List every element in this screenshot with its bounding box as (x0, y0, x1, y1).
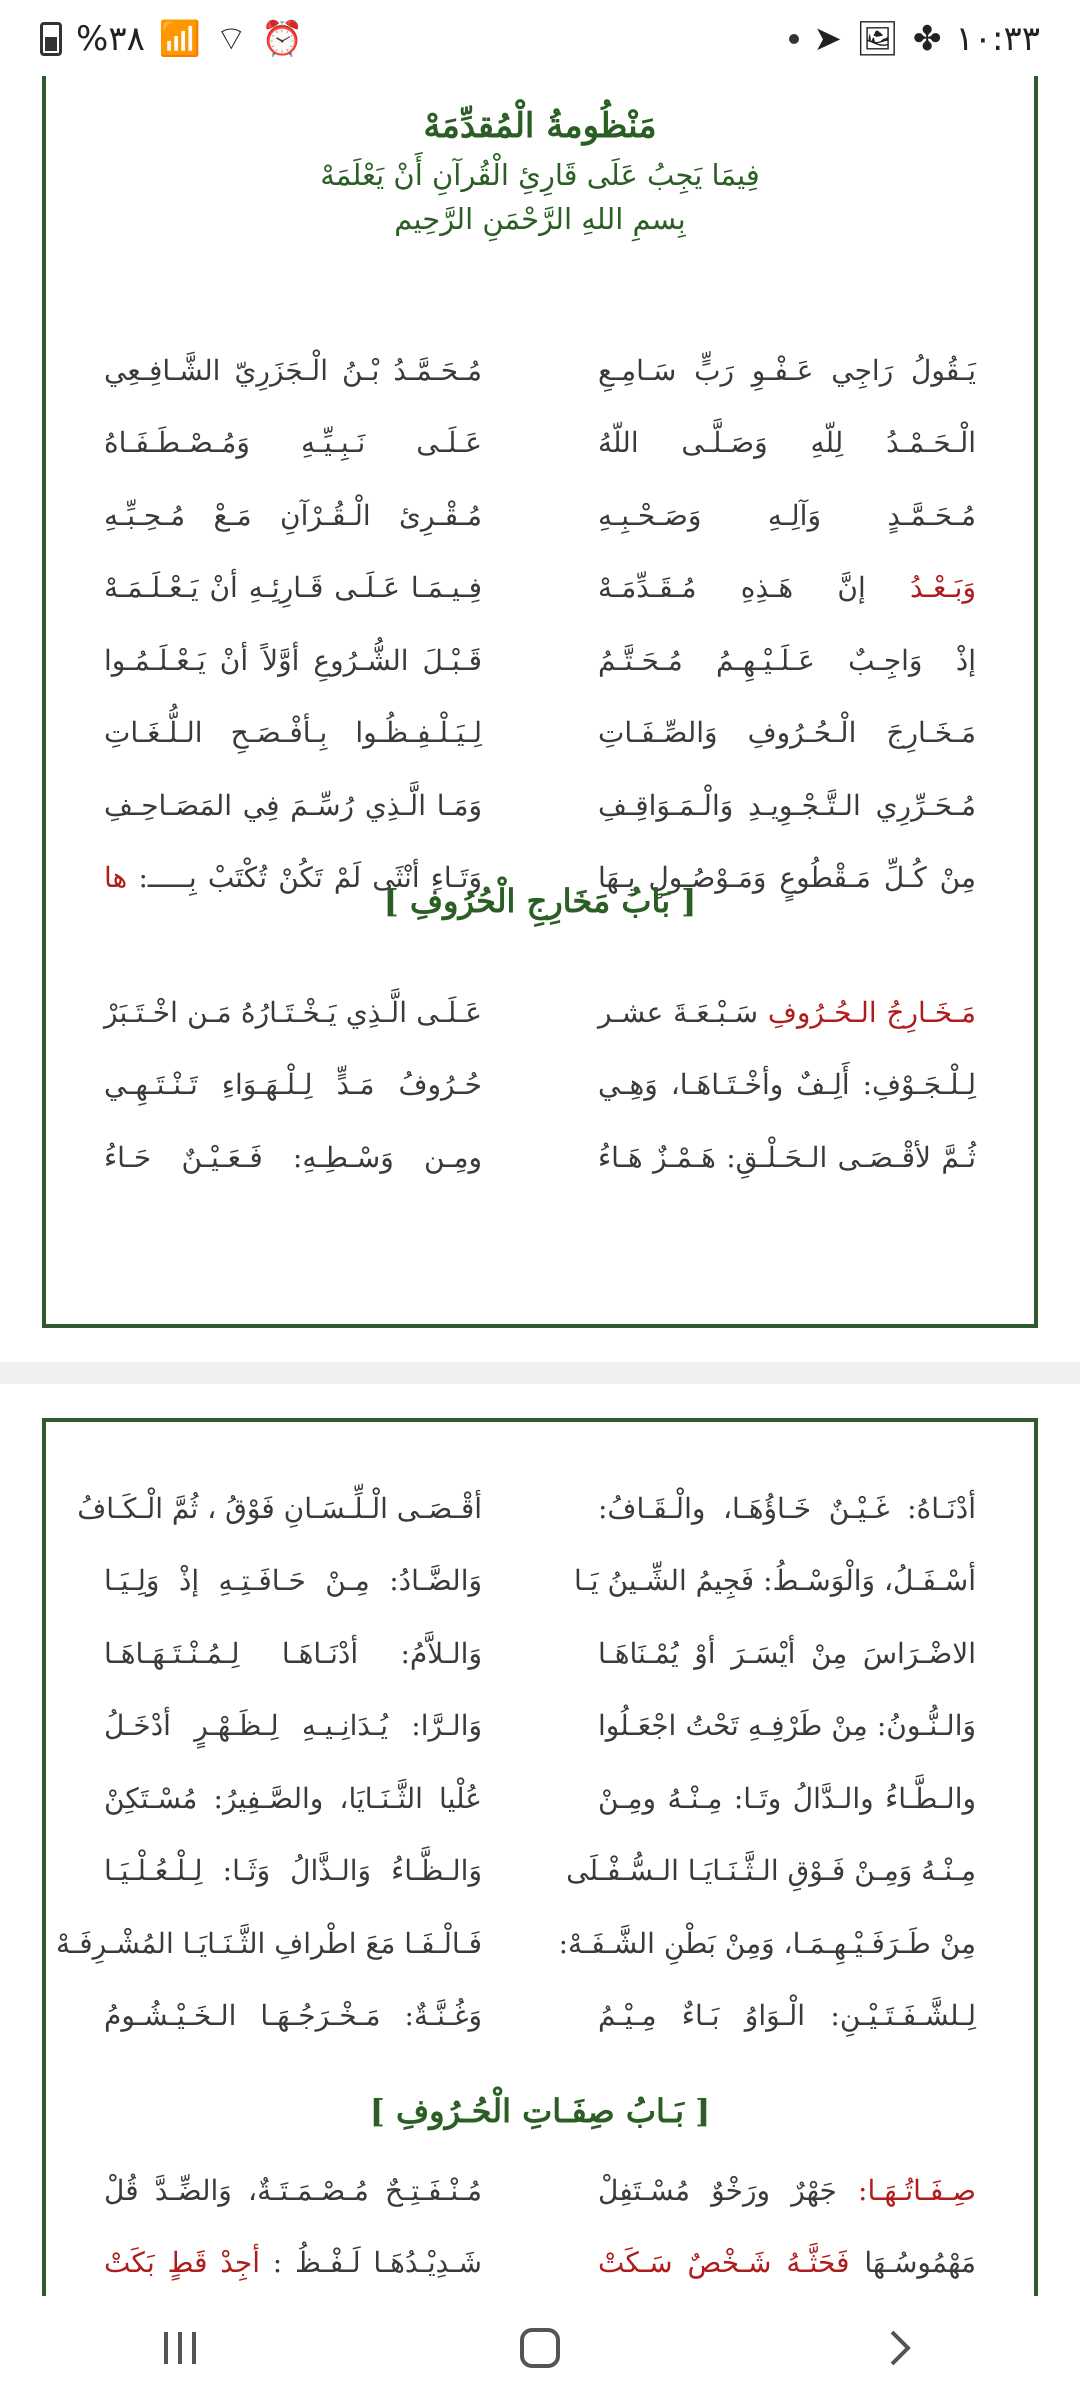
verse-right-hemistich: أدْنَـاهُ: غَـيْـنٌ خَـاؤُهَـا، والْـقَـافُ: (598, 1491, 976, 1525)
verse-right-hemistich: يَـقُولُ رَاجِي عَـفْـوِ رَبٍّ سَـامِـعِ (598, 353, 976, 387)
verse-left-hemistich: مُـحَـمَّـدُ بْـنُ الْـجَزَرِيّ الشَّـافِـعِي (104, 353, 482, 387)
home-icon (518, 2326, 562, 2370)
verse-text: جَهْرٌ ورَخْوٌ مُسْـتَفِلْ (598, 2173, 837, 2207)
verse-highlight: فَحَثَّـهُ شَـخْصٌ سَـكَتْ (598, 2246, 850, 2279)
verse-left-hemistich: لِـيَـلْـفِـظُـوا بِـأفْـصَـحِ الـلُّـغَـاتِ (104, 716, 482, 749)
verse-row (46, 558, 1034, 618)
verse-left-hemistich: وَالـظَّـاءُ وَالـذَّالُ وَثَـا: لِـلْـعُـلْـيَـا (104, 1854, 482, 1887)
telegram-icon: ➤ (813, 19, 842, 59)
page-1 (42, 76, 1038, 1328)
verse-row (46, 485, 1034, 545)
verse-left-hemistich: عَـلَـى الَّـذِي يَـخْـتَـارُهُ مَـن اخْـتَـبَرْ (104, 995, 482, 1029)
verse-row (46, 2233, 1034, 2293)
home-button[interactable] (480, 2308, 600, 2388)
verse-right-hemistich: الْـحَـمْـدُ لِلّهِ وَصَـلَّـى اللّهُ (598, 426, 976, 459)
verse-right-hemistich: مِنْ طَـرَفَـيْـهِـمَـا، وَمِنْ بَطْنِ الشَّـفَـهْ: (558, 1926, 976, 1960)
verse-row (46, 1696, 1034, 1756)
gallery-icon: 🖼 (855, 19, 899, 59)
verse-row (46, 630, 1034, 690)
verse-left-hemistich: مُـقْـرِئ الْـقُـرْآنِ مَـعْ مُـحِـبِّـهِ (104, 498, 482, 532)
verse-highlight: وَبَـعْـدُ (910, 571, 976, 604)
verse-row (46, 703, 1034, 763)
recent-apps-icon (158, 2326, 202, 2370)
verse-text: شَـدِيْـدُهَـا لَـفْـظُ : (272, 2246, 482, 2279)
verse-row (46, 1551, 1034, 1611)
page-separator (0, 1362, 1080, 1384)
verse-right-hemistich: مُـحَـرِّرِي الـتَّـجْـوِيـدِ وَالْـمَـوَاقِـفِ (598, 788, 976, 822)
verse-right-hemistich (540, 996, 1034, 1029)
verse-row (46, 2160, 1034, 2220)
verse-right-hemistich: لِـلشَّـفَـتَـيْـنِ: الْـوَاوُ بَـاءٌ مِـيْـمُ (598, 1999, 976, 2032)
pinwheel-icon: ✤ (912, 19, 942, 59)
verse-row (46, 413, 1034, 473)
verse-right-hemistich: وَالـنُّـونُ: مِنْ طَرْفِـهِ تَحْتُ اجْعَـلُوا (598, 1709, 976, 1742)
verse-right-hemistich: ثُـمَّ لأقْـصَـى الـحَـلْـقِ: هَـمْـزٌ هَـاءُ (598, 1140, 976, 1174)
verse-right-hemistich: الاضْـرَاسَ مِنْ أيْسَـرَ أوْ يُمْـنَاهَـا (598, 1636, 976, 1670)
verse-right-hemistich: والـطَّـاءُ والـدَّالُ وتَـا: مِـنْـهُ ومِـنْ (598, 1781, 976, 1815)
verse-text: مَهْمُوسُـهَا (864, 2246, 976, 2279)
verse-right-hemistich: مِـنْـهُ وَمِـنْ فَـوْقِ الـثَّـنَـايَـا الـسُّـفْـلَى (566, 1854, 976, 1887)
status-bar (0, 0, 1080, 78)
basmala: بِسمِ اللهِ الرَّحْمَنِ الرَّحِيم (394, 202, 686, 236)
back-button[interactable] (840, 2308, 960, 2388)
verse-row (46, 1055, 1034, 1115)
verse-left-hemistich: فَـالْـفَـا مَعَ اطْرافِ الثَّـنَـايَـا المُشْـرِفَـهْ (56, 1926, 482, 1960)
verse-row (46, 1768, 1034, 1828)
verse-right-hemistich: أسْـفَـلُ، وَالْوَسْـطُ: فَجِيمُ الشِّـينُ يَـا (574, 1564, 976, 1597)
verse-highlight: مَـخَـارِجُ الـحُـرُوفِ (767, 995, 977, 1029)
verse-left-hemistich: ومِـن وَسْـطِـهِ: فَـعَـيْـنٌ حَـاءُ (104, 1140, 482, 1174)
recent-apps-button[interactable] (120, 2308, 240, 2388)
poem-title: مَنْظُومةُ الْمُقدِّمَهْ (423, 106, 657, 146)
verse-left-hemistich: وَمَـا الَّـذِي رُسِّـمَ فِي المَصَـاحِـفِ (104, 788, 482, 822)
verse-left-hemistich: وَغُـنَّـةٌ: مَـخْـرَجُـهَـا الـخَـيْـشُـومُ (104, 1999, 482, 2032)
dot-icon (789, 34, 799, 44)
alarm-icon: ⏰ (261, 19, 304, 59)
battery-icon (40, 22, 62, 56)
wifi-icon: ⌔ (215, 19, 248, 59)
verse-row (46, 982, 1034, 1042)
verse-row (46, 1478, 1034, 1538)
verse-right-hemistich: إذْ وَاجِـبٌ عَـلَـيْـهِـمُ مُـحَـتَّـمُ (598, 643, 976, 677)
verse-right-hemistich: مُـحَـمَّـدٍ وَآلِـهِ وَصَـحْـبِـهِ (598, 498, 976, 532)
verse-right-hemistich: لِـلْـجَـوْفِ: أَلِـفٌ وأخْـتَـاهَـا، وَهِـي (598, 1068, 976, 1101)
section-title-sifat: [ بَـابُ صِفَـاتِ الْحُـرُوفِ ] (369, 2092, 711, 2130)
signal-icon: 📶 (158, 19, 202, 59)
back-icon (878, 2326, 922, 2370)
verse-left-hemistich: وَالـرَّا: يُـدَانِـيـهِ لِـظَـهْـرٍ أدْخَـلُ (104, 1709, 482, 1742)
verse-highlight: أجِدْ قَطٍ بَكَتْ (104, 2246, 261, 2279)
verse-row (46, 1623, 1034, 1683)
poem-header (46, 106, 1034, 236)
verse-left-hemistich: مُـنْـفَـتِـحٌ مُـصْـمَـتَـةٌ، وَالضِّـدَّ قُلْ (104, 2173, 482, 2207)
verse-text: وَتَـاءِ أنْثَى لَمْ تَكُنْ تُكْتَبْ بِـــــ: (138, 861, 482, 894)
verse-right-hemistich (540, 2174, 1034, 2207)
status-right (789, 19, 1040, 59)
navigation-bar (0, 2296, 1080, 2400)
verse-left-hemistich: عُلْيا الثَّـنَـايَا، والصَّـفِيرُ: مُسْـتَكِنْ (104, 1781, 482, 1815)
status-left (40, 19, 304, 59)
verse-left-hemistich: حُـرُوفُ مَـدٍّ لِـلْـهَـوَاءِ تَـنْـتَـهِـي (104, 1068, 482, 1101)
verse-right-hemistich: مِنْ كُـلِّ مَـقْطُوعٍ وَمَـوْصُـولٍ بِـهَا (598, 861, 976, 894)
verse-left-hemistich: قَـبْـلَ الشُّـرُوعِ أوَّلاً أنْ يَـعْـلَـمُـوا (104, 643, 482, 677)
poem-subtitle: فِيمَا يَجِبُ عَلَى قَارِئِ الْقُرآنِ أَنْ يَعْلَمَهْ (320, 158, 760, 192)
verse-left-hemistich (46, 2246, 540, 2279)
verse-right-hemistich: مَـخَـارِجَ الْـحُـرُوفِ وَالصِّـفَـاتِ (598, 716, 976, 749)
verse-right-hemistich (540, 571, 1034, 604)
page-2 (42, 1418, 1038, 2318)
verse-text: سَـبْـعَـةَ عشـر (598, 995, 759, 1029)
verse-left-hemistich: عَـلَـى نَـبِـيِّـهِ وَمُـصْـطَـفَـاهُ (104, 426, 482, 459)
clock: ١٠:٣٣ (955, 19, 1040, 59)
verse-row (46, 340, 1034, 400)
verse-left-hemistich: وَالضَّـادُ: مِـنْ حَـافَـتِـهِ إذْ وَلِـيَـا (104, 1564, 482, 1597)
verse-left-hemistich: فِـيـمَـا عَـلَـى قَـارِئِـهِ أنْ يَـعْـلَـمَـهْ (104, 571, 482, 604)
verse-row (46, 775, 1034, 835)
battery-percent: %٣٨ (76, 19, 145, 59)
verse-left-hemistich: أقْـصَـى الْـلِّـسَـانِ فَوْقُ ، ثُمَّ الْـكَـافُ (77, 1491, 482, 1525)
verse-highlight: ها (104, 861, 128, 894)
verse-row (46, 1986, 1034, 2046)
verse-row (46, 1841, 1034, 1901)
section-title-makharij: [ بَابُ مَخَارِجِ الْحُرُوفِ ] (383, 882, 697, 920)
verse-highlight: صِـفَـاتُـهَـا: (858, 2173, 976, 2207)
verse-text: إنَّ هَـذِهِ مُـقَـدِّمَـهْ (598, 571, 866, 604)
verse-right-hemistich (540, 2246, 1034, 2279)
verse-left-hemistich: وَالـلاَّمُ: أدْنَـاهَـا لِـمُـنْـتَـهَـاهَـا (104, 1636, 482, 1670)
verse-row (46, 1913, 1034, 1973)
verse-row (46, 1127, 1034, 1187)
